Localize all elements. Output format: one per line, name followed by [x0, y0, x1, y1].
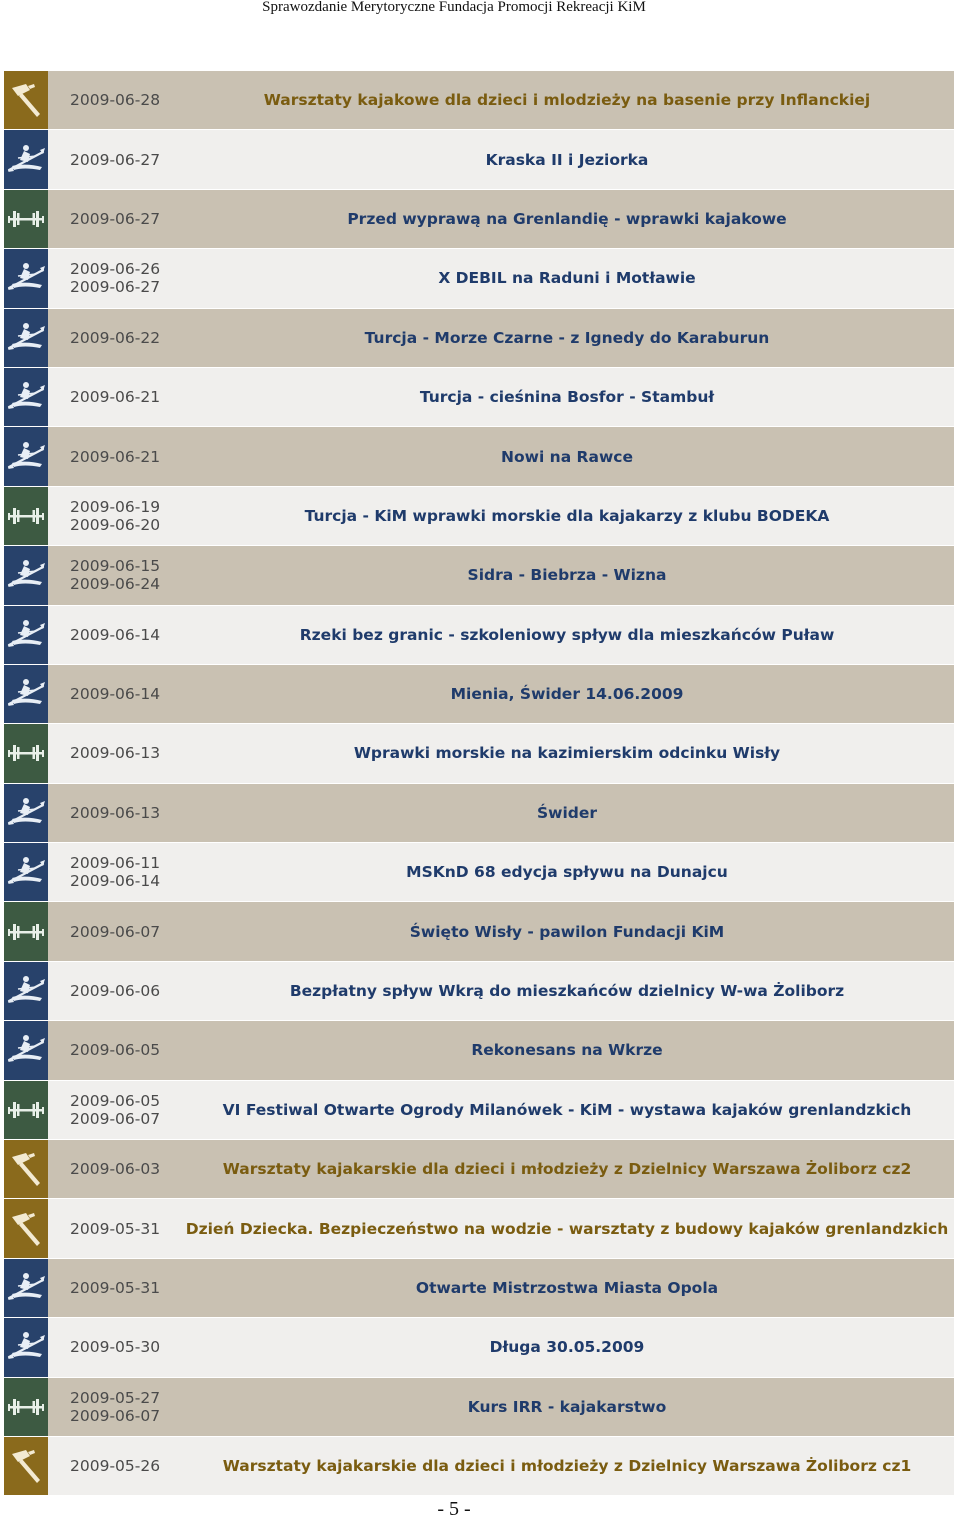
- event-dates: [70, 1259, 190, 1317]
- event-title[interactable]: Dzień Dziecka. Bezpieczeństwo na wodzie - warsztaty z budowy kajaków grenlandzkich: [185, 1219, 949, 1238]
- event-title[interactable]: Kraska II i Jeziorka: [485, 150, 649, 169]
- event-row: [4, 1198, 954, 1257]
- event-row: [4, 486, 954, 545]
- event-date: 2009-06-14: [70, 685, 161, 704]
- event-title[interactable]: Turcja - KiM wprawki morskie dla kajakarzy z klubu BODEKA: [304, 506, 830, 525]
- barbell-icon: [4, 724, 48, 782]
- event-title[interactable]: Nowi na Rawce: [501, 447, 633, 466]
- kayak-paddler-icon: [4, 1318, 48, 1376]
- event-title[interactable]: Święto Wisły - pawilon Fundacji KiM: [409, 922, 725, 941]
- page-number: - 5 -: [437, 1498, 471, 1520]
- kayak-paddler-icon: [4, 1259, 48, 1317]
- event-row: [4, 1258, 954, 1317]
- event-row: [4, 664, 954, 723]
- event-dates: [70, 1021, 190, 1079]
- event-dates: [70, 546, 190, 604]
- event-dates: [70, 1199, 190, 1257]
- event-dates: [70, 309, 190, 367]
- event-date: 2009-06-03: [70, 1160, 161, 1179]
- event-title[interactable]: Przed wyprawą na Grenlandię - wprawki kajakowe: [347, 209, 787, 228]
- event-date: 2009-06-05: [70, 1041, 161, 1060]
- event-row: [4, 1139, 954, 1198]
- event-title[interactable]: VI Festiwal Otwarte Ogrody Milanówek - KiM - wystawa kajaków grenlandzkich: [222, 1100, 912, 1119]
- event-row: [4, 1377, 954, 1436]
- event-title[interactable]: Rzeki bez granic - szkoleniowy spływ dla mieszkańców Puław: [299, 625, 835, 644]
- event-date: 2009-06-22: [70, 328, 161, 347]
- kayak-paddler-icon: [4, 249, 48, 307]
- event-title[interactable]: MSKnD 68 edycja spływu na Dunajcu: [406, 863, 728, 882]
- kayak-paddler-icon: [4, 309, 48, 367]
- event-dates: [70, 71, 190, 129]
- kayak-paddler-icon: [4, 1021, 48, 1079]
- event-date: 2009-06-24: [70, 575, 161, 594]
- event-row: [4, 70, 954, 129]
- event-title[interactable]: Bezpłatny spływ Wkrą do mieszkańców dzielnicy W-wa Żoliborz: [289, 982, 845, 1001]
- event-row: [4, 783, 954, 842]
- event-title[interactable]: Kurs IRR - kajakarstwo: [467, 1397, 667, 1416]
- event-row: [4, 1317, 954, 1376]
- event-row: [4, 308, 954, 367]
- event-dates: [70, 784, 190, 842]
- event-title[interactable]: Świder: [536, 803, 598, 822]
- event-title[interactable]: Długa 30.05.2009: [489, 1338, 645, 1357]
- event-row: [4, 426, 954, 485]
- event-date: 2009-05-26: [70, 1457, 161, 1476]
- barbell-icon: [4, 1081, 48, 1139]
- event-date: 2009-06-28: [70, 91, 161, 110]
- kayak-paddler-icon: [4, 843, 48, 901]
- event-title[interactable]: Otwarte Mistrzostwa Miasta Opola: [415, 1279, 719, 1297]
- event-date: 2009-06-05: [70, 1091, 161, 1110]
- event-dates: [70, 249, 190, 307]
- event-title[interactable]: Warsztaty kajakarskie dla dzieci i młodzieży z Dzielnicy Warszawa Żoliborz cz2: [222, 1160, 912, 1179]
- event-date: 2009-06-13: [70, 803, 161, 822]
- event-dates: [70, 606, 190, 664]
- kayak-paddler-icon: [4, 665, 48, 723]
- event-date: 2009-05-30: [70, 1338, 161, 1357]
- kayak-paddler-icon: [4, 427, 48, 485]
- event-title[interactable]: Wprawki morskie na kazimierskim odcinku Wisły: [353, 744, 781, 763]
- event-dates: [70, 902, 190, 960]
- event-date: 2009-06-21: [70, 447, 161, 466]
- event-date: 2009-06-11: [70, 854, 161, 873]
- event-row: [4, 1020, 954, 1079]
- event-dates: [70, 190, 190, 248]
- event-row: [4, 605, 954, 664]
- event-row: [4, 842, 954, 901]
- hammer-icon: [4, 1140, 48, 1198]
- event-dates: [70, 1081, 190, 1139]
- kayak-paddler-icon: [4, 546, 48, 604]
- event-dates: [70, 962, 190, 1020]
- event-row: [4, 961, 954, 1020]
- hammer-icon: [4, 1437, 48, 1495]
- event-title[interactable]: Warsztaty kajakarskie dla dzieci i młodzieży z Dzielnicy Warszawa Żoliborz cz1: [222, 1457, 912, 1476]
- event-dates: [70, 665, 190, 723]
- event-row: [4, 367, 954, 426]
- event-row: [4, 1080, 954, 1139]
- event-date: 2009-06-14: [70, 872, 161, 891]
- kayak-paddler-icon: [4, 130, 48, 188]
- event-dates: [70, 1318, 190, 1376]
- event-date: 2009-05-27: [70, 1388, 161, 1407]
- event-title[interactable]: Turcja - Morze Czarne - z Ignedy do Karaburun: [364, 328, 770, 347]
- event-dates: [70, 487, 190, 545]
- event-dates: [70, 1378, 190, 1436]
- kayak-paddler-icon: [4, 962, 48, 1020]
- event-date: 2009-06-13: [70, 744, 161, 763]
- event-row: [4, 723, 954, 782]
- event-title[interactable]: Warsztaty kajakowe dla dzieci i mlodzieży na basenie przy Inflanckiej: [263, 91, 871, 110]
- barbell-icon: [4, 1378, 48, 1436]
- event-date: 2009-06-07: [70, 1406, 161, 1425]
- event-date: 2009-06-27: [70, 278, 161, 297]
- event-date: 2009-05-31: [70, 1219, 161, 1238]
- event-date: 2009-06-06: [70, 982, 161, 1001]
- event-dates: [70, 368, 190, 426]
- barbell-icon: [4, 190, 48, 248]
- page-header: Sprawozdanie Merytoryczne Fundacja Promocji Rekreacji KiM: [262, 0, 646, 15]
- event-row: [4, 248, 954, 307]
- event-dates: [70, 724, 190, 782]
- event-dates: [70, 427, 190, 485]
- hammer-icon: [4, 1199, 48, 1257]
- kayak-paddler-icon: [4, 368, 48, 426]
- event-date: 2009-06-20: [70, 515, 161, 534]
- event-row: [4, 189, 954, 248]
- event-date: 2009-06-19: [70, 497, 161, 516]
- event-date: 2009-06-26: [70, 260, 161, 279]
- event-title[interactable]: Mienia, Świder 14.06.2009: [450, 685, 684, 704]
- events-table: [4, 70, 954, 1495]
- event-row: [4, 129, 954, 188]
- hammer-icon: [4, 71, 48, 129]
- barbell-icon: [4, 487, 48, 545]
- kayak-paddler-icon: [4, 784, 48, 842]
- event-date: 2009-06-07: [70, 1109, 161, 1128]
- event-date: 2009-06-21: [70, 388, 161, 407]
- event-date: 2009-06-27: [70, 150, 161, 169]
- event-dates: [70, 1140, 190, 1198]
- event-row: [4, 901, 954, 960]
- event-date: 2009-05-31: [70, 1279, 161, 1297]
- event-title[interactable]: Turcja - cieśnina Bosfor - Stambuł: [419, 388, 715, 407]
- event-row: [4, 1436, 954, 1495]
- event-date: 2009-06-14: [70, 625, 161, 644]
- event-dates: [70, 843, 190, 901]
- event-title[interactable]: X DEBIL na Raduni i Motławie: [438, 269, 696, 288]
- event-date: 2009-06-15: [70, 557, 161, 576]
- event-title[interactable]: Rekonesans na Wkrze: [471, 1041, 663, 1060]
- event-dates: [70, 1437, 190, 1495]
- kayak-paddler-icon: [4, 606, 48, 664]
- event-date: 2009-06-27: [70, 209, 161, 228]
- event-row: [4, 545, 954, 604]
- event-dates: [70, 130, 190, 188]
- event-title[interactable]: Sidra - Biebrza - Wizna: [467, 566, 667, 585]
- barbell-icon: [4, 902, 48, 960]
- event-date: 2009-06-07: [70, 922, 161, 941]
